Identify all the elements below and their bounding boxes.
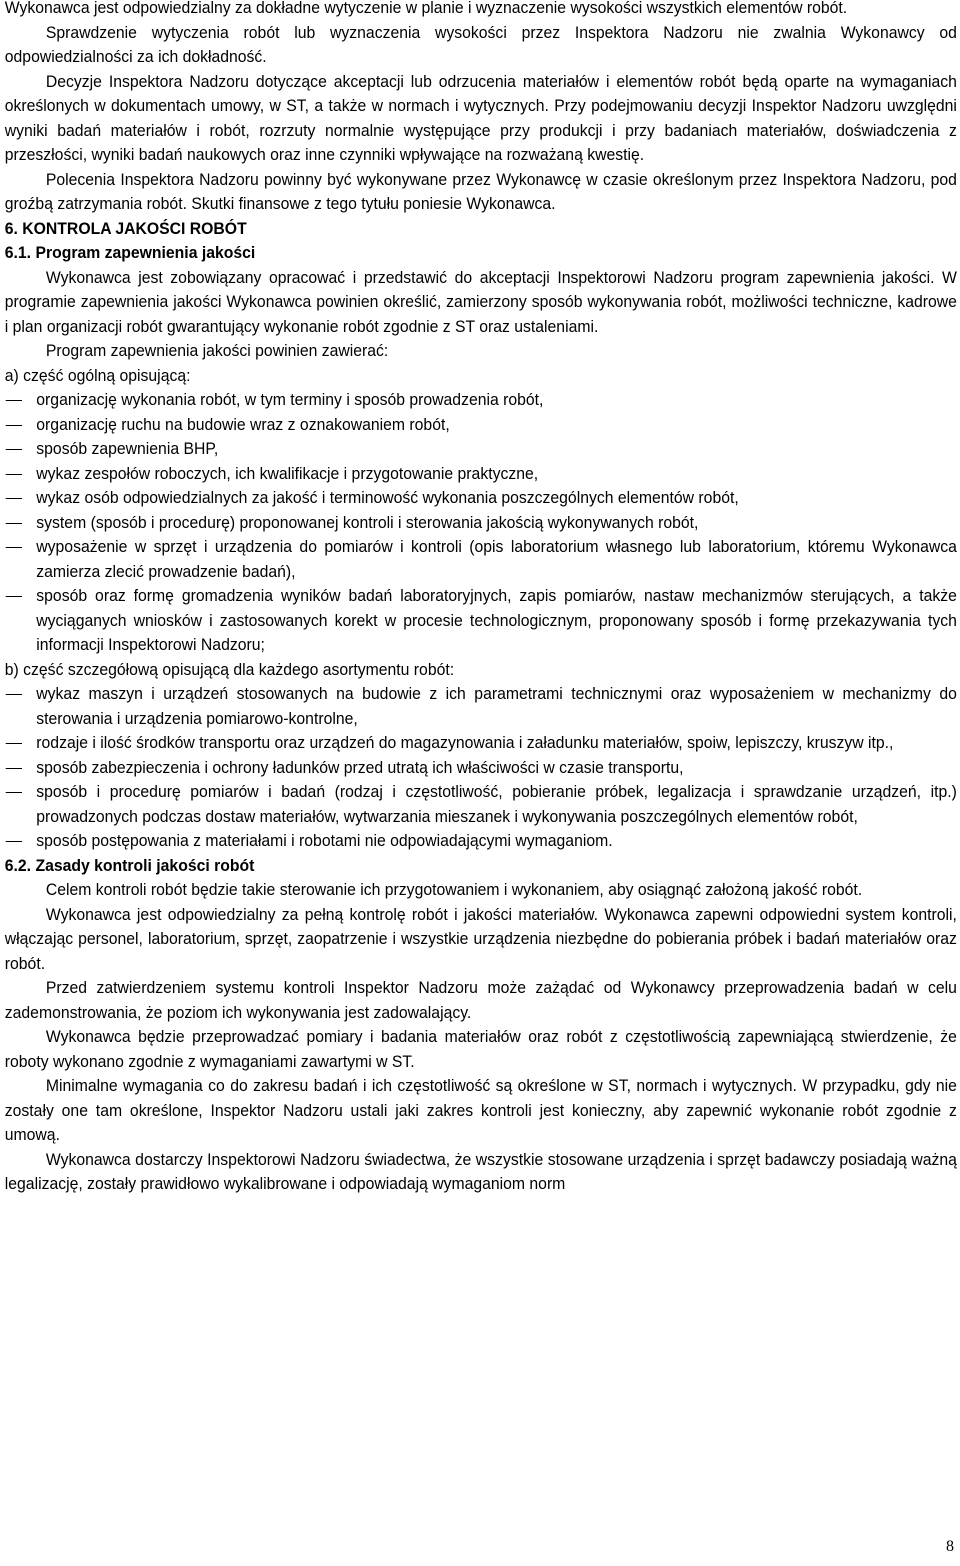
paragraph: Wykonawca będzie przeprowadzać pomiary i badania materiałów oraz robót z częstotliwością zapewniającą stwierdzenie, że roboty wykonano zgodnie z wymaganiami zawartymi w ST. [4,1028,957,1071]
paragraph: Wykonawca jest zobowiązany opracować i przedstawić do akceptacji Inspektorowi Nadzoru program zapewnienia jakości. W programie zapewnienia jakości Wykonawca powinien określić, zamierzony sposób wykonywania robót, możliwości techniczne, kadrowe i plan organizacji robót gwarantujący wykonanie robót zgodnie z ST oraz ustaleniami. [4,268,957,336]
list-item: sposób oraz formę gromadzenia wyników badań laboratoryjnych, zapis pomiarów, nastaw mechanizmów sterujących, a także wyciąganych wniosków i zastosowanych korekt w procesie technologicznym, proponowany sposób i formę przekazywania tych informacji Inspektorowi Nadzoru; [5,584,957,658]
paragraph: Polecenia Inspektora Nadzoru powinny być wykonywane przez Wykonawcę w czasie określonym przez Inspektora Nadzoru, pod groźbą zatrzymania robót. Skutki finansowe z tego tytułu poniesie Wykonawca. [4,170,957,213]
page-number: 8 [946,1538,954,1555]
list-a [5,388,957,658]
list-item: organizację ruchu na budowie wraz z oznakowaniem robót, [5,413,957,438]
subsection-number: 6.2. [4,856,32,875]
list-item: system (sposób i procedurę) proponowanej kontroli i sterowania jakością wykonywanych robót, [5,511,957,536]
list-item: wykaz maszyn i urządzeń stosowanych na budowie z ich parametrami technicznymi oraz wyposażeniem w mechanizmy do sterowania i urządzenia pomiarowo-kontrolne, [5,682,957,731]
subsection-title: Program zapewnienia jakości [35,244,256,262]
list-item: sposób i procedurę pomiarów i badań (rodzaj i częstotliwość, pobieranie próbek, legalizacja i sprawdzanie urządzeń, itp.) prowadzonych podczas dostaw materiałów, wytwarzania mieszanek i wykonywania poszczególnych elementów robót, [5,780,957,829]
paragraph: Program zapewnienia jakości powinien zawierać: [45,342,389,360]
subsection-heading [5,854,957,879]
list-item: rodzaje i ilość środków transportu oraz urządzeń do magazynowania i załadunku materiałów, spoiw, lepiszczy, kruszyw itp., [5,731,957,756]
paragraph: Przed zatwierdzeniem systemu kontroli Inspektor Nadzoru może zażądać od Wykonawcy przeprowadzenia badań w celu zademonstrowania, że poziom ich wykonywania jest zadowalający. [4,979,957,1022]
subsection-number: 6.1. [4,244,32,262]
list-item: sposób zapewnienia BHP, [5,437,957,462]
paragraph: Minimalne wymagania co do zakresu badań i ich częstotliwość są określone w ST, normach i wytycznych. W przypadku, gdy nie zostały one tam określone, Inspektor Nadzoru ustali jaki zakres kontroli jest konieczny, aby zapewnić wykonanie robót zgodnie z umową. [4,1077,957,1144]
subsection-heading [5,241,957,266]
paragraph: Celem kontroli robót będzie takie sterowanie ich przygotowaniem i wykonaniem, aby osiągnąć założoną jakość robót. [45,881,863,899]
paragraph: Sprawdzenie wytyczenia robót lub wyznaczenia wysokości przez Inspektora Nadzoru nie zwalnia Wykonawcy od odpowiedzialności za ich dokładność. [4,23,957,66]
list-item: organizację wykonania robót, w tym terminy i sposób prowadzenia robót, [5,388,957,413]
list-item: wyposażenie w sprzęt i urządzenia do pomiarów i kontroli (opis laboratorium własnego lub laboratorium, któremu Wykonawca zamierza zlecić prowadzenie badań), [5,535,957,584]
list-item: sposób zabezpieczenia i ochrony ładunków przed utratą ich właściwości w czasie transportu, [5,756,957,781]
list-intro: b) część szczegółową opisującą dla każdego asortymentu robót: [4,660,455,679]
list-item: wykaz zespołów roboczych, ich kwalifikacje i przygotowanie praktyczne, [5,462,957,487]
paragraph: Decyzje Inspektora Nadzoru dotyczące akceptacji lub odrzucenia materiałów i elementów robót będą oparte na wymaganiach określonych w dokumentach umowy, w ST, a także w normach i wytycznych. Przy podejmowaniu decyzji Inspektor Nadzoru uwzględni wyniki badań materiałów i robót, rozrzuty normalnie występujące przy produkcji i przy badaniach materiałów, doświadczenia z przeszłości, wyniki badań naukowych oraz inne czynniki wpływające na rozważaną kwestię. [4,72,957,164]
list-intro: a) część ogólną opisującą: [4,366,191,385]
section-heading: 6. KONTROLA JAKOŚCI ROBÓT [4,219,247,238]
list-item: sposób postępowania z materiałami i robotami nie odpowiadającymi wymaganiom. [5,829,957,854]
list-item: wykaz osób odpowiedzialnych za jakość i terminowość wykonania poszczególnych elementów robót, [5,486,957,511]
list-b [5,682,957,854]
paragraph: Wykonawca jest odpowiedzialny za dokładne wytyczenie w planie i wyznaczenie wysokości wszystkich elementów robót. [4,0,848,17]
paragraph: Wykonawca dostarczy Inspektorowi Nadzoru świadectwa, że wszystkie stosowane urządzenia i sprzęt badawczy posiadają ważną legalizację, zostały prawidłowo wykalibrowane i odpowiadają wymaganiom norm [4,1150,957,1193]
paragraph: Wykonawca jest odpowiedzialny za pełną kontrolę robót i jakości materiałów. Wykonawca zapewni odpowiedni system kontroli, włączając personel, laboratorium, sprzęt, zaopatrzenie i wszystkie urządzenia niezbędne do pobierania próbek i badań materiałów oraz robót. [4,905,957,973]
subsection-title: Zasady kontroli jakości robót [35,856,255,875]
